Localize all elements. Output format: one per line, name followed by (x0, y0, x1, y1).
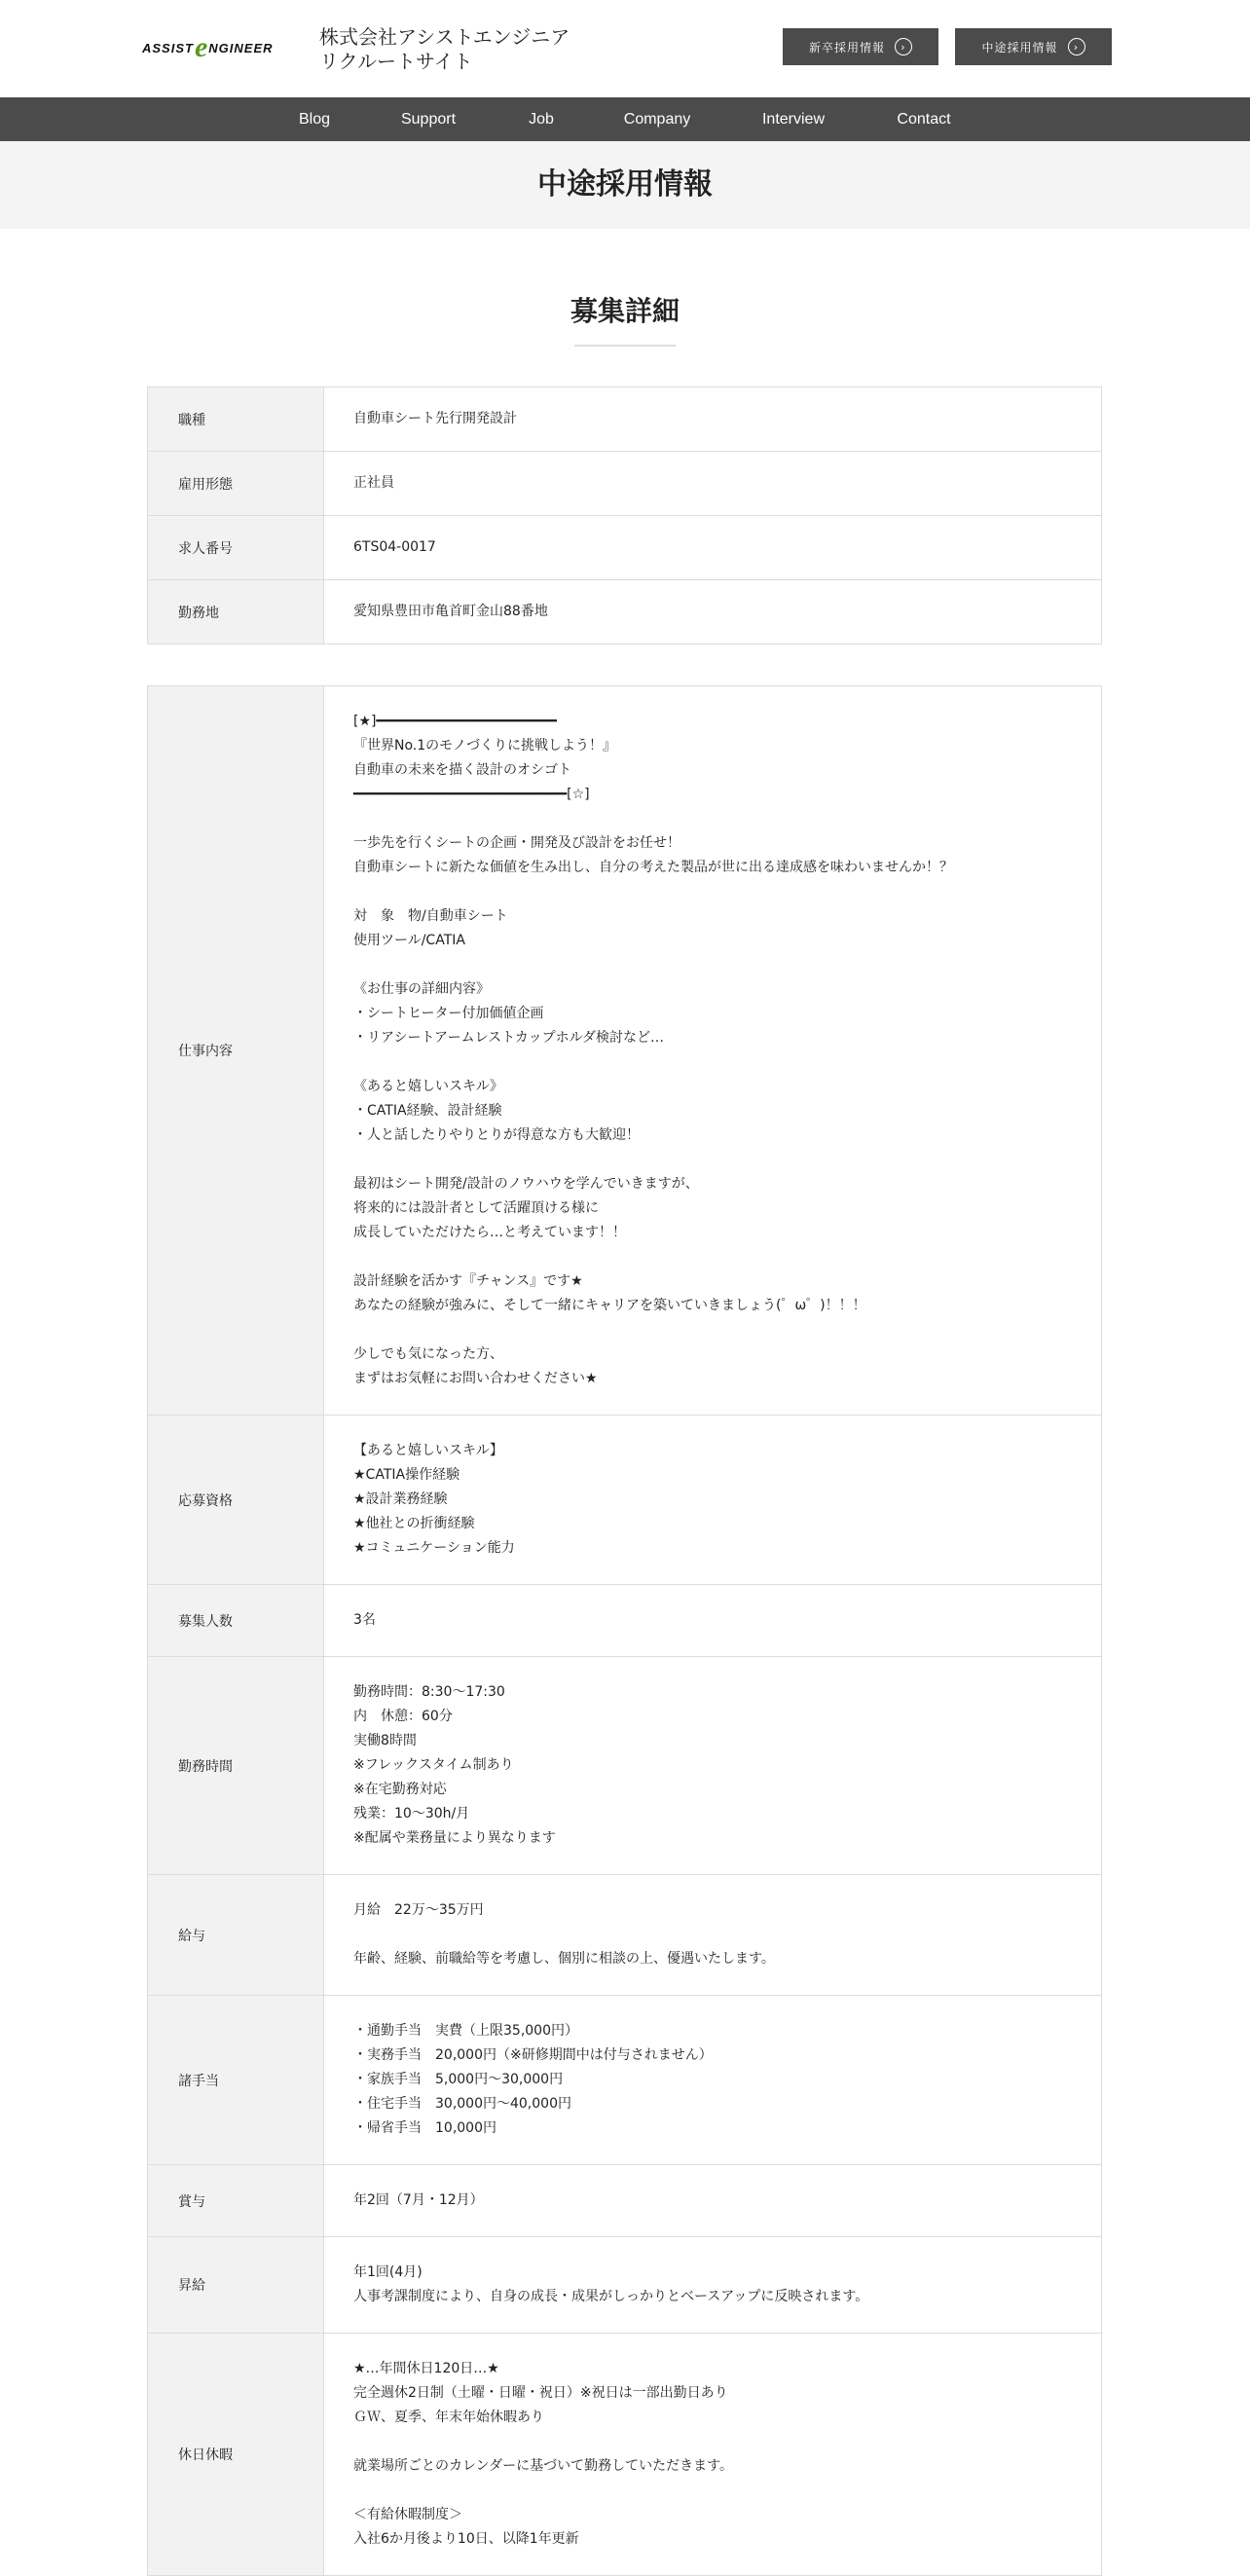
table-row (148, 2165, 1101, 2237)
site-header (0, 0, 1250, 97)
row-value-holidays: ★…年間休日120日…★ 完全週休2日制（土曜・日曜・祝日）※祝日は一部出勤日あり ＧＷ、夏季、年末年始休暇あり 就業場所ごとのカレンダーに基づいて勤務していただきます。 ＜有給休暇制度＞ 入社6か月後より10日、以降1年更新 (353, 2361, 733, 2547)
section-title-underline (574, 345, 676, 347)
row-label-employment-type: 雇用形態 (148, 452, 324, 515)
row-value-pay-raise: 年1回(4月) 人事考課制度により、自身の成長・成果がしっかりとベースアップに反映されます。 (353, 2264, 869, 2304)
chevron-right-circle-icon: › (895, 38, 912, 55)
row-label-pay-raise: 昇給 (148, 2237, 324, 2333)
nav-item-job[interactable]: Job (529, 111, 554, 128)
table-row (148, 516, 1101, 580)
company-logo[interactable] (142, 33, 274, 62)
mid-career-recruit-button[interactable] (955, 28, 1112, 65)
nav-item-blog[interactable]: Blog (298, 111, 331, 128)
main-nav (0, 97, 1250, 141)
row-value-bonus: 年2回（7月・12月） (353, 2192, 484, 2208)
site-name-line2: リクルートサイト (319, 50, 473, 73)
nav-item-contact[interactable]: Contact (897, 111, 951, 128)
nav-item-support[interactable]: Support (400, 111, 457, 128)
row-label-bonus: 賞与 (148, 2165, 324, 2236)
table-row (148, 1996, 1101, 2165)
row-label-allowances: 諸手当 (148, 1996, 324, 2164)
row-value-headcount: 3名 (353, 1612, 376, 1628)
table-row (148, 2237, 1101, 2334)
row-label-work-location: 勤務地 (148, 580, 324, 644)
logo-text-assist: ASSIST (142, 40, 194, 55)
table-row (148, 452, 1101, 516)
row-value-working-hours: 勤務時間：8:30〜17:30 内 休憩：60分 実働8時間 ※フレックスタイム制あり ※在宅勤務対応 残業：10〜30h/月 ※配属や業務量により異なります (353, 1684, 556, 1846)
table-row (148, 580, 1101, 644)
table-row (148, 387, 1101, 452)
table-row (148, 1657, 1101, 1875)
site-name-line1: 株式会社アシストエンジニア (319, 25, 570, 49)
row-value-job-number: 6TS04-0017 (353, 539, 436, 555)
table-row (148, 2334, 1101, 2576)
row-value-salary: 月給 22万〜35万円 年齢、経験、前職給等を考慮し、個別に相談の上、優遇いたします。 (353, 1902, 775, 1967)
nav-item-interview[interactable]: Interview (761, 111, 826, 128)
job-detail-table (147, 685, 1102, 2576)
logo-e-mark: e (194, 31, 208, 63)
table-row (148, 1416, 1101, 1585)
page-title-band (0, 141, 1250, 229)
page-title: 中途採用情報 (537, 167, 713, 202)
row-label-job-type: 職種 (148, 387, 324, 451)
row-label-job-description: 仕事内容 (148, 686, 324, 1415)
row-label-job-number: 求人番号 (148, 516, 324, 579)
table-row (148, 1585, 1101, 1657)
row-value-job-type: 自動車シート先行開発設計 (353, 411, 517, 426)
chevron-right-circle-icon: › (1068, 38, 1085, 55)
site-name[interactable] (319, 25, 570, 74)
mid-career-recruit-label: 中途採用情報 (981, 40, 1058, 55)
table-row (148, 1875, 1101, 1996)
nav-item-company[interactable]: Company (623, 111, 691, 128)
row-label-working-hours: 勤務時間 (148, 1657, 324, 1874)
row-value-work-location: 愛知県豊田市亀首町金山88番地 (353, 604, 548, 619)
new-graduate-recruit-label: 新卒採用情報 (808, 40, 885, 55)
row-value-qualifications: 【あると嬉しいスキル】 ★CATIA操作経験 ★設計業務経験 ★他社との折衝経験 ★コミュニケーション能力 (353, 1443, 515, 1556)
section-title: 募集詳細 (570, 295, 680, 327)
row-label-headcount: 募集人数 (148, 1585, 324, 1656)
table-row (148, 686, 1101, 1416)
row-label-qualifications: 応募資格 (148, 1416, 324, 1584)
row-value-allowances: ・通勤手当 実費（上限35,000円） ・実務手当 20,000円（※研修期間中は付与されません） ・家族手当 5,000円〜30,000円 ・住宅手当 30,000円〜40,000円 ・帰省手当 10,000円 (353, 2023, 713, 2136)
logo-text-ngineer: NGINEER (208, 40, 274, 55)
new-graduate-recruit-button[interactable] (783, 28, 938, 65)
row-value-employment-type: 正社員 (353, 475, 394, 491)
row-label-holidays: 休日休暇 (148, 2334, 324, 2575)
row-label-salary: 給与 (148, 1875, 324, 1995)
row-value-job-description: [★]━━━━━━━━━━━━━━━━━━━━━━ 『世界No.1のモノづくりに挑戦しよう！』 自動車の未来を描く設計のオシゴト ━━━━━━━━━━━━━━━━━━━━━━━━━━[☆] 一歩先を行くシートの企画・開発及び設計をお任せ！ 自動車シートに新たな価値を生み出し、自分の考えた製品が世に出る達成感を味わいませんか！？ 対 象 物/自動車シート 使用ツール/CATIA 《お仕事の詳細内容》 ・シートヒーター付加価値企画 ・リアシートアームレストカップホルダ検討など… 《あると嬉しいスキル》 ・CATIA経験、設計経験 ・人と話したりやりとりが得意な方も大歓迎！ 最初はシート開発/設計のノウハウを学んでいきますが、 将来的には設計者として活躍頂ける様に 成長していただけたら…と考えています！！ 設計経験を活かす『チャンス』です★ あなたの経験が強みに、そして一緒にキャリアを築いていきましょう(゜ω゜)！！！ 少しでも気になった方、 まずはお気軽にお問い合わせください★ (353, 714, 953, 1386)
job-summary-table (147, 386, 1102, 644)
